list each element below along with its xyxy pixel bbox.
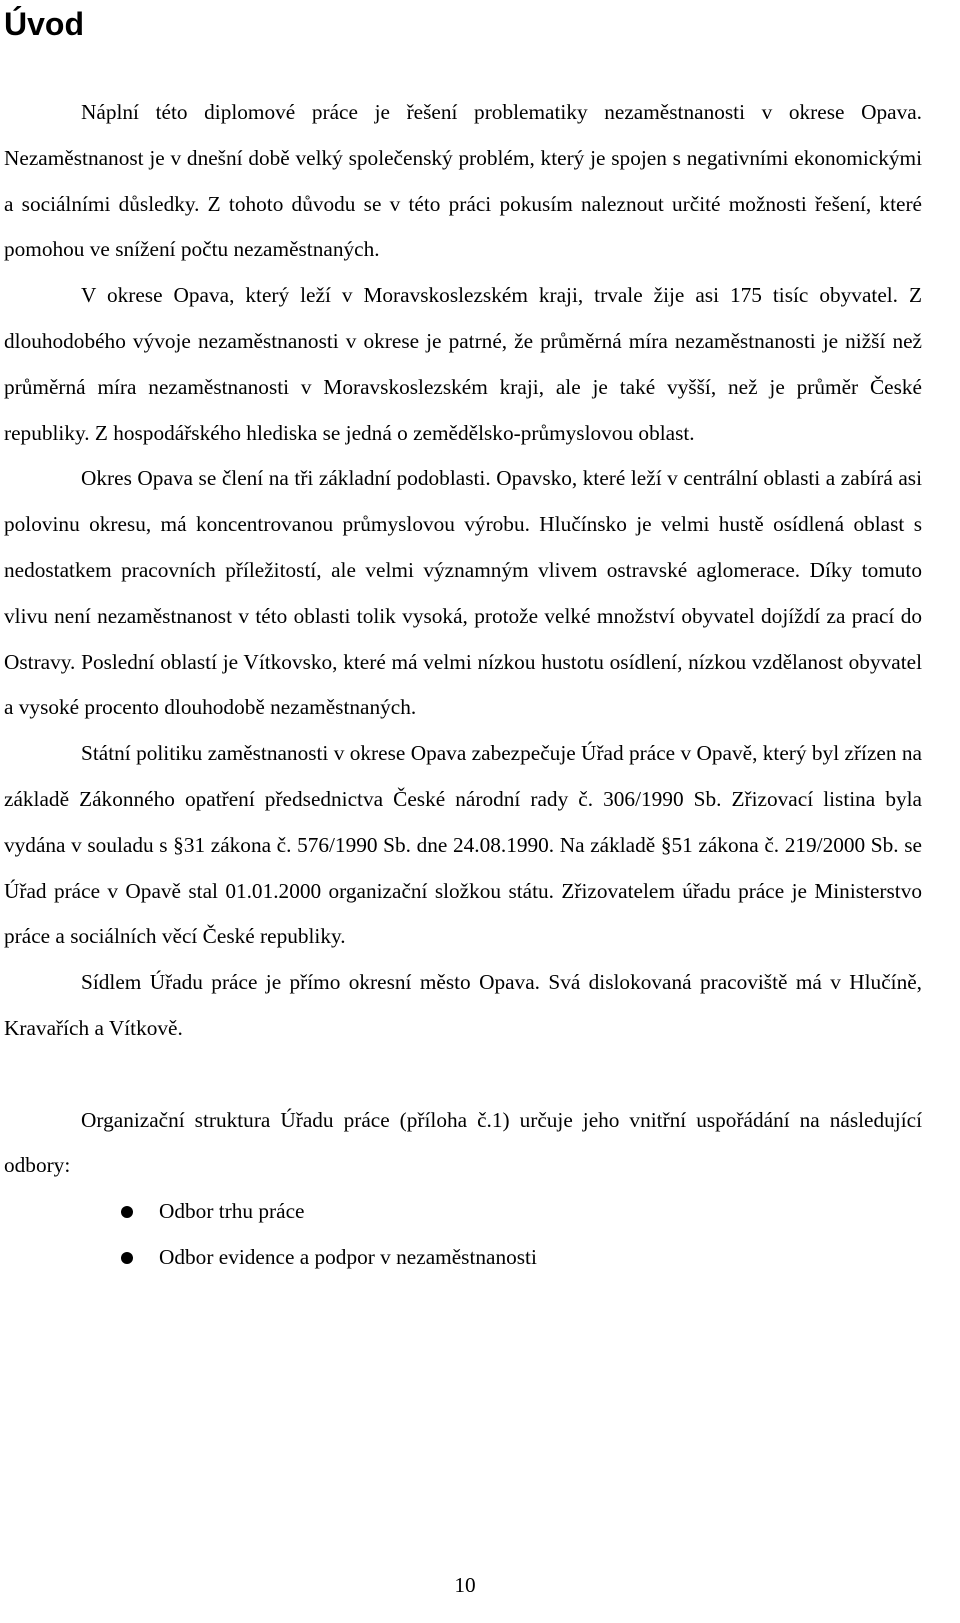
paragraph-employment-policy: Státní politiku zaměstnanosti v okrese Opava zabezpečuje Úřad práce v Opavě, který byl zřízen na základě Zákonného opatření předsednictva České národní rady č. 306/1990 Sb. Zřizovací listina byla vydána v souladu s §31 zákona č. 576/1990 Sb. dne 24.08.1990. Na základě §51 zákona č. 219/2000 Sb. se Úřad práce v Opavě stal 01.01.2000 organizační složkou státu. Zřizovatelem úřadu práce je Ministerstvo práce a sociálních věcí České republiky.	[4, 741, 922, 949]
page-number: 10	[454, 1573, 476, 1597]
department-list	[4, 1189, 922, 1281]
paragraph-subregions: Okres Opava se člení na tři základní podoblasti. Opavsko, které leží v centrální oblasti a zabírá asi polovinu okresu, má koncentrovanou průmyslovou výrobu. Hlučínsko je velmi hustě osídlená oblast s nedostatkem pracovních příležitostí, ale velmi významným vlivem ostravské aglomerace. Díky tomuto vlivu není nezaměstnanost v této oblasti tolik vysoká, protože velké množství obyvatel dojíždí za prací do Ostravy. Poslední oblastí je Vítkovsko, které má velmi nízkou hustotu osídlení, nízkou vzdělanost obyvatel a vysoké procento dlouhodobě nezaměstnaných.	[4, 466, 922, 720]
list-item-label: Odbor trhu práce	[159, 1199, 305, 1224]
paragraph-intro: Náplní této diplomové práce je řešení problematiky nezaměstnanosti v okrese Opava. Nezaměstnanost je v dnešní době velký společenský problém, který je spojen s negativními ekonomickými a sociálními důsledky. Z tohoto důvodu se v této práci pokusím naleznout určité možnosti řešení, které pomohou ve snížení počtu nezaměstnaných.	[4, 100, 922, 262]
section-heading: Úvod	[4, 6, 84, 42]
list-item	[4, 1189, 922, 1235]
paragraph-district: V okrese Opava, který leží v Moravskoslezském kraji, trvale žije asi 175 tisíc obyvatel. Z dlouhodobého vývoje nezaměstnanosti v okrese je patrné, že průměrná míra nezaměstnanosti je nižší než průměrná míra nezaměstnanosti v Moravskoslezském kraji, ale je také vyšší, než je průměr České republiky. Z hospodářského hlediska se jedná o zemědělsko-průmyslovou oblast.	[4, 283, 922, 445]
bullet-icon	[121, 1252, 133, 1264]
paragraph-org-structure: Organizační struktura Úřadu práce (příloha č.1) určuje jeho vnitřní uspořádání na následující odbory:	[4, 1107, 922, 1178]
bullet-icon	[121, 1206, 133, 1218]
list-item	[4, 1235, 922, 1281]
body-text	[4, 90, 922, 1281]
list-item-label: Odbor evidence a podpor v nezaměstnanosti	[159, 1244, 537, 1269]
paragraph-office-seat: Sídlem Úřadu práce je přímo okresní město Opava. Svá dislokovaná pracoviště má v Hlučíně, Kravařích a Vítkově.	[4, 970, 922, 1040]
